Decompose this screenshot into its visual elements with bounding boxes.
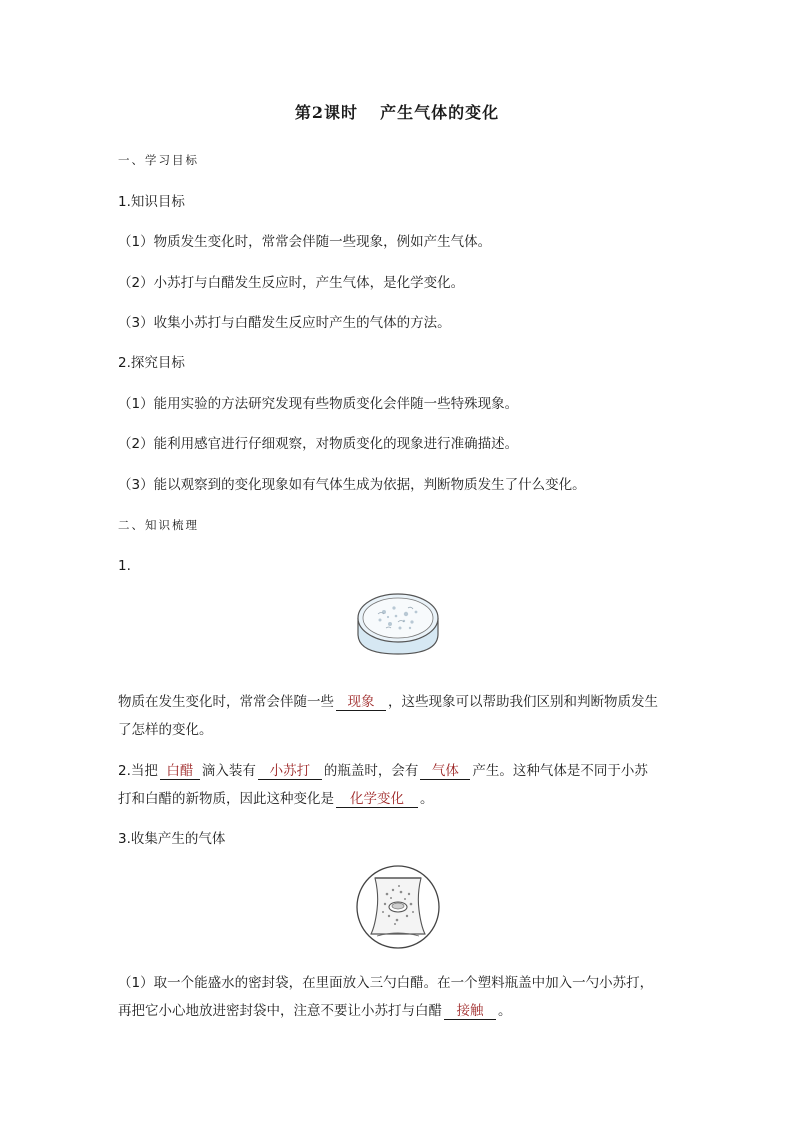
- inquiry-goal-1: （1）能用实验的方法研究发现有些物质变化会伴随一些特殊现象。: [118, 396, 519, 412]
- answer-blank-phenomenon: 现象: [336, 695, 386, 711]
- section-heading-goals: 一、学习目标: [118, 153, 199, 167]
- page-title: [0, 100, 794, 123]
- review-item-1-line-1: 物质在发生变化时，常常会伴随一些 现象 ，这些现象可以帮助我们区别和判断物质发生: [118, 694, 658, 710]
- review-item-1-line-2: 了怎样的变化。: [118, 722, 213, 738]
- knowledge-goal-1: （1）物质发生变化时，常常会伴随一些现象，例如产生气体。: [118, 234, 492, 250]
- review-item-2-line-1: 2.当把 白醋 滴入装有 小苏打 的瓶盖时，会有 气体 产生。这种气体是不同于小苏: [118, 763, 648, 779]
- inquiry-goal-heading: 2.探究目标: [118, 355, 185, 371]
- review-item-3-heading: 3.收集产生的气体: [118, 831, 226, 847]
- answer-blank-chemical-change: 化学变化: [336, 792, 418, 808]
- review-item-2-line-2: 打和白醋的新物质，因此这种变化是 化学变化 。: [118, 791, 434, 807]
- review-item-3-text-line-1: （1）取一个能盛水的密封袋，在里面放入三勺白醋。在一个塑料瓶盖中加入一勺小苏打，: [118, 975, 654, 991]
- petri-dish-with-powder-icon: [354, 588, 442, 660]
- answer-blank-gas: 气体: [420, 764, 470, 780]
- knowledge-goal-2: （2）小苏打与白醋发生反应时，产生气体，是化学变化。: [118, 275, 465, 291]
- knowledge-goal-3: （3）收集小苏打与白醋发生反应时产生的气体的方法。: [118, 315, 451, 331]
- review-item-1-number: 1.: [118, 558, 131, 574]
- sealed-bag-with-bottle-cap-icon: [355, 864, 441, 950]
- inquiry-goal-3: （3）能以观察到的变化现象如有气体生成为依据，判断物质发生了什么变化。: [118, 477, 586, 493]
- lesson-topic: 产生气体的变化: [380, 103, 500, 122]
- answer-blank-baking-soda: 小苏打: [258, 764, 322, 780]
- review-item-3-text-line-2: 再把它小心地放进密封袋中，注意不要让小苏打与白醋 接触 。: [118, 1003, 512, 1019]
- lesson-number: 第2课时: [294, 103, 359, 122]
- answer-blank-contact: 接触: [444, 1004, 496, 1020]
- section-heading-review: 二、知识梳理: [118, 518, 199, 532]
- knowledge-goal-heading: 1.知识目标: [118, 194, 185, 210]
- answer-blank-vinegar: 白醋: [160, 764, 200, 780]
- inquiry-goal-2: （2）能利用感官进行仔细观察，对物质变化的现象进行准确描述。: [118, 436, 519, 452]
